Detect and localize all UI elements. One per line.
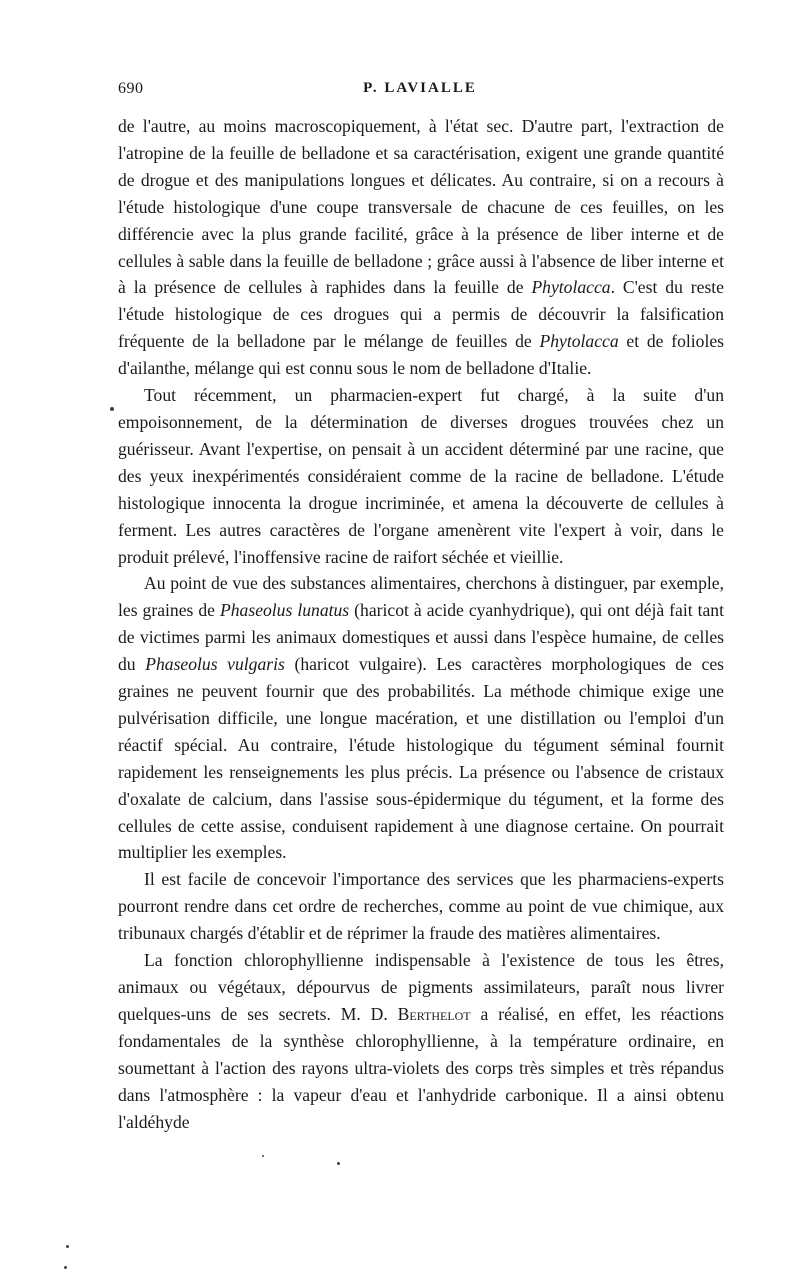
paragraph-1 bbox=[118, 113, 724, 382]
page-header bbox=[118, 80, 722, 102]
paragraph-3-italic-a: Phaseolus lunatus bbox=[220, 600, 350, 621]
paragraph-3-italic-b: Phaseolus vulgaris bbox=[145, 654, 285, 675]
paragraph-3-text-c: (haricot vulgaire). Les caractères morphologiques de ces graines ne peuvent fournir que des probabilités. La méthode chimique exige une pulvérisation difficile, une longue macération, et une distillation ou l'emploi d'un réactif spécial. Au contraire, l'étude histologique du tégument séminal fournit rapidement les renseignements les plus précis. La présence ou l'absence de cristaux d'oxalate de calcium, dans l'assise sous-épidermique du tégument, et la forme des cellules de cette assise, conduisent rapidement à une diagnose certaine. On pourrait multiplier les exemples. bbox=[118, 654, 724, 863]
scan-speck bbox=[337, 1162, 340, 1165]
scan-speck bbox=[64, 1266, 67, 1269]
paragraph-3 bbox=[118, 570, 724, 866]
paragraph-1-text-a: de l'autre, au moins macroscopiquement, à l'état sec. D'autre part, l'extraction de l'atropine de la feuille de belladone et sa caractérisation, exigent une grande quantité de drogue et des manipulations longues et délicates. Au contraire, si on a recours à l'étude histologique d'une coupe transversale de chacune de ces feuilles, on les différencie avec la plus grande facilité, grâce à la présence de liber interne et de cellules à sable dans la feuille de belladone ; grâce aussi à l'absence de liber interne et à la présence de cellules à raphides dans la feuille de bbox=[118, 116, 724, 298]
paragraph-1-text-c: et de folioles d'ailanthe, mélange qui est connu sous le nom de belladone d'Italie. bbox=[118, 331, 724, 379]
paragraph-4: Il est facile de concevoir l'importance des services que les pharmaciens-experts pourront rendre dans cet ordre de recherches, comme au point de vue chimique, aux tribunaux chargés d'établir et de réprimer la fraude des matières alimentaires. bbox=[118, 869, 724, 944]
author-name-small-caps: Berthelot bbox=[397, 1003, 471, 1024]
paragraph-3-text-b: (haricot à acide cyanhydrique), qui ont déjà fait tant de victimes parmi les animaux domestiques et aussi dans l'espèce humaine, de celles du bbox=[118, 600, 724, 675]
paragraph-5-text-a: La fonction chlorophyllienne indispensable à l'existence de tous les êtres, animaux ou végétaux, dépourvus de pigments assimilateurs, paraît nous livrer quelques-uns de ses secrets. M. D. bbox=[118, 950, 724, 1024]
running-title: P. LAVIALLE bbox=[363, 80, 477, 96]
paragraph-1-italic-b: Phytolacca bbox=[539, 331, 619, 352]
paragraph-2: Tout récemment, un pharmacien-expert fut chargé, à la suite d'un empoisonnement, de la détermination de diverses drogues trouvées chez un guérisseur. Avant l'expertise, on pensait à un accident déterminé par une racine, que des yeux inexpérimentés considéraient comme de la racine de belladone. L'étude histologique innocenta la drogue incriminée, et amena la découverte de cellules à ferment. Les autres caractères de l'organe amenèrent vite l'expert à voir, dans le produit prélevé, l'inoffensive racine de raifort séchée et vieillie. bbox=[118, 385, 724, 567]
scan-speck bbox=[66, 1245, 69, 1248]
body-text bbox=[118, 113, 724, 1135]
scan-speck bbox=[262, 1155, 264, 1157]
paragraph-5 bbox=[118, 947, 724, 1135]
paragraph-3-text-a: Au point de vue des substances alimentaires, cherchons à distinguer, par exemple, les graines de bbox=[118, 573, 724, 621]
paragraph-1-text-b: . C'est du reste l'étude histologique de ces drogues qui a permis de découvrir la falsification fréquente de la belladone par le mélange de feuilles de bbox=[118, 277, 724, 352]
page-number: 690 bbox=[118, 80, 144, 97]
paragraph-1-italic-a: Phytolacca bbox=[531, 277, 611, 298]
paragraph-5-text-b: a réalisé, en effet, les réactions fondamentales de la synthèse chlorophyllienne, à la température ordinaire, en soumettant à l'action des rayons ultra-violets des corps très simples et très répandus dans l'atmosphère : la vapeur d'eau et l'anhydride carbonique. Il a ainsi obtenu l'aldéhyde bbox=[118, 1003, 724, 1132]
scan-speck bbox=[110, 407, 114, 411]
